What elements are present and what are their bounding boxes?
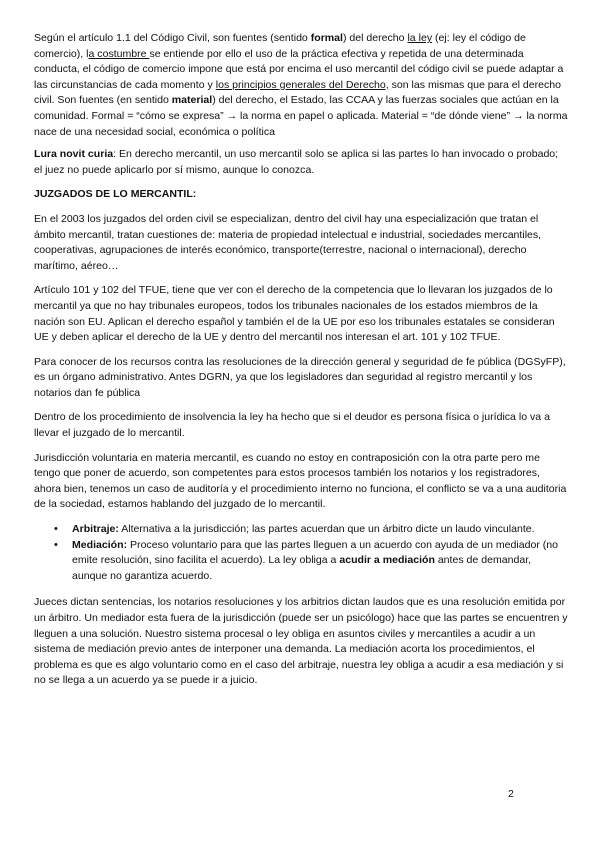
definition-list <box>34 522 568 584</box>
iura-text: : En derecho mercantil, un uso mercantil solo se aplica si las partes lo han invocado o probado; el juez no puede aplicarlo por sí mismo, aunque lo conozca. <box>34 148 559 176</box>
paragraph-juzgados: En el 2003 los juzgados del orden civil se especializan, dentro del civil hay una especialización que tratan el ámbito mercantil, tratan cuestiones de: materia de propiedad intelectual e industrial, sociedades mercantiles, cooperativas, agrupaciones de interés económico, transporte(terrestre, nacional o internacional), derecho marítimo, aéreo… <box>34 212 542 272</box>
la-ley-term: la ley <box>407 32 433 44</box>
intro-text: ) del derecho <box>342 32 408 44</box>
definition-text: Alternativa a la jurisdicción; las partes acuerdan que un árbitro dicte un laudo vinculante. <box>118 523 535 536</box>
intro-text: son las mismas que para el derecho civil. Son fuentes (en sentido <box>34 78 562 107</box>
formal-term: formal <box>310 32 343 44</box>
definition-term: Arbitraje: <box>72 523 119 536</box>
definition-emphasis: acudir a mediación <box>339 554 435 567</box>
bullet-icon: • <box>54 523 58 536</box>
paragraph-insolvencia: Dentro de los procedimiento de insolvencia la ley ha hecho que si el deudor es persona física o jurídica lo va a llevar el juzgado de lo mercantil. <box>34 411 550 440</box>
intro-text: Según el artículo 1.1 del Código Civil, son fuentes (sentido <box>34 32 311 44</box>
iura-paragraph <box>34 147 568 178</box>
paragraph-jurisdiccion-voluntaria: Jurisdicción voluntaria en materia mercantil, es cuando no estoy en contraposición con la otra parte pero me tengo que poner de acuerdo, son competentes para estos procesos también los notarios y los registradores, ahora bien, tenemos un caso de auditoría y el procedimiento interno no funciona, el conflicto se va a una auditoria de la sociedad, estamos hablando del juzgado de lo mercantil. <box>34 451 567 511</box>
closing-paragraph: Jueces dictan sentencias, los notarios resoluciones y los arbitrios dictan laudos que es una resolución emitida por un árbitro. Un mediador esta fuera de la jurisdicción (puede ser un psicólogo) hace que las partes se encuentren y lleguen a una solución. Nuestro sistema procesal o ley obliga en asuntos civiles y mercantiles a acudir a un sistema de mediación previo antes de interponer una demanda. La mediación acorta los procedimientos, el problema es que es algo voluntario como en el caso del arbitraje, nuestra ley obliga a acudir a esa mediación y si no se llega a un acuerdo ya se puede ir a juicio. <box>34 596 568 687</box>
intro-text: ) del derecho, el Estado, las CCAA y las fuerzas sociales que actúan en la comunidad. Formal = “cómo se expresa” → la norma en papel o aplicada. Material = “de dónde viene” → la norma nace de una necesidad social, económica o política <box>34 94 568 138</box>
paragraph-tfue: Artículo 101 y 102 del TFUE, tiene que ver con el derecho de la competencia que lo llevaran los juzgados de lo mercantil ya que no hay tribunales europeos, todos los tribunales nacionales de los estados miembros de la nación son EU. Aplican el derecho español y también el de la UE por eso los tribunales estatales se consideran UE y deben aplicar el derecho de la UE y dentro del mercantil nos interesan el art. 101 y 102 TFUE. <box>34 284 555 344</box>
intro-paragraph <box>34 31 568 140</box>
section-heading: JUZGADOS DE LO MERCANTIL: <box>34 188 197 201</box>
bullet-icon: • <box>54 538 58 551</box>
costumbre-term: a costumbre <box>88 47 150 60</box>
definition-text: antes de demandar, aunque no garantiza acuerdo. <box>72 554 532 582</box>
intro-text: (ej: ley el código de comercio), l <box>34 32 526 60</box>
page-number: 2 <box>508 788 514 800</box>
iura-term: Lura novit curia <box>34 148 114 161</box>
list-item-mediacion <box>54 538 568 585</box>
definition-text: Proceso voluntario para que las partes lleguen a un acuerdo con ayuda de un mediador (no emite resolución, sino facilita el acuerdo). La ley obliga a <box>72 538 559 567</box>
material-term: material <box>171 94 213 107</box>
definition-term: Mediación: <box>72 538 128 551</box>
principios-term: los principios generales del Derecho, <box>215 78 389 91</box>
paragraph-dgsyfp: Para conocer de los recursos contra las resoluciones de la dirección general y seguridad de fe pública (DGSyFP), es un órgano administrativo. Antes DGRN, ya que los legisladores dan seguridad al registro mercantil y los notarios dan fe pública <box>34 355 566 399</box>
list-item-arbitraje <box>54 522 568 538</box>
intro-text: se entiende por ello el uso de la práctica efectiva y repetida de una determinada conducta, el código de comercio impone que está por encima el uso mercantil del código civil se puede adaptar a las circunstancias de cada momento y <box>34 47 564 91</box>
document-body <box>34 31 568 698</box>
